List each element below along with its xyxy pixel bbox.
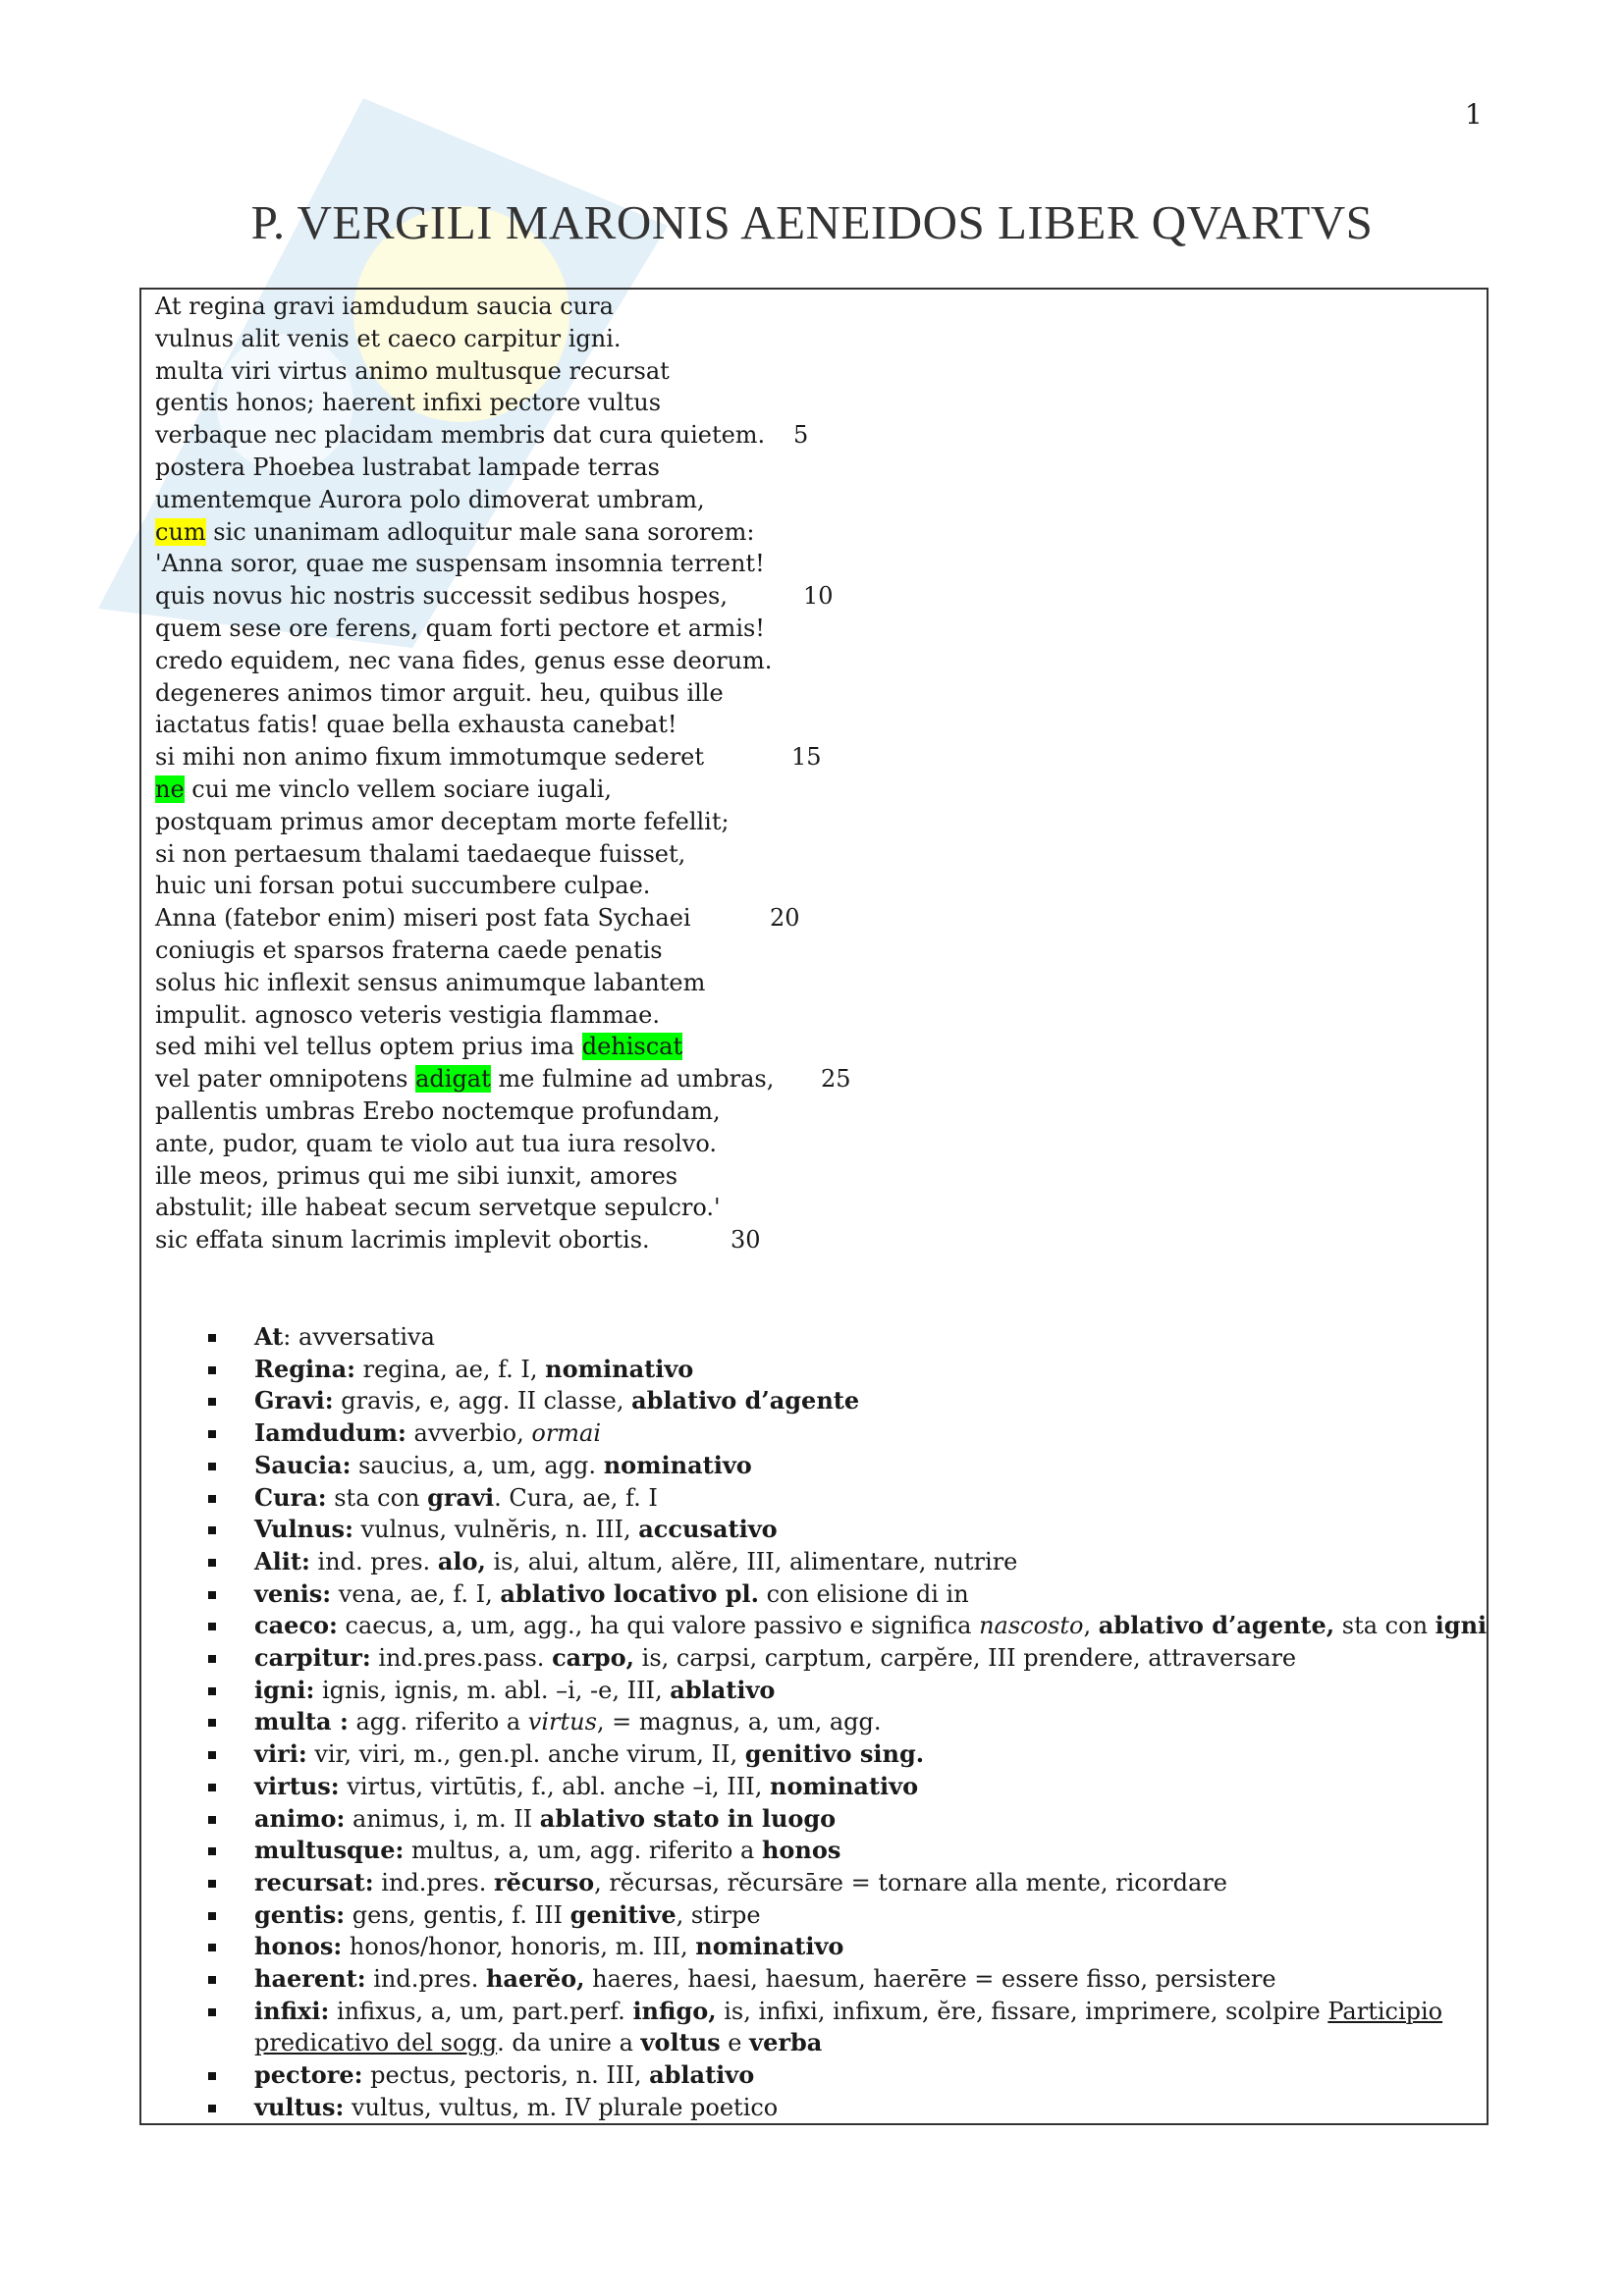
verse-line [155,291,901,323]
note-item [196,1835,1473,1867]
note-text: ind.pres. [365,1965,486,1994]
square-bullet-icon [208,1495,216,1503]
note-term: caeco: [254,1611,338,1640]
notes-list [196,1321,1488,2124]
note-item [196,1482,1473,1515]
note-term: igni: [254,1675,315,1704]
verse-text: postera Phoebea lustrabat lampade terras [155,453,660,481]
note-item [196,1771,1473,1803]
note-term: Saucia: [254,1450,352,1479]
note-text: regina, ae, f. I, [354,1355,546,1383]
verse-line [155,355,901,388]
square-bullet-icon [208,1559,216,1567]
verse-text: solus hic inflexit sensus animumque labantem [155,968,706,996]
note-term: ablativo [649,2060,755,2090]
verse-text: verbaque nec placidam membris dat cura quietem. [155,421,766,450]
note-item [196,1385,1473,1417]
verse-text: sic unanimam adloquitur male sana sororem: [205,517,755,546]
note-item [196,1578,1473,1611]
note-text: gravis, e, agg. II classe, [333,1387,632,1415]
verse-text: ille meos, primus qui me sibi iunxit, amores [155,1161,678,1190]
note-text: : avversativa [283,1323,435,1351]
note-text: animus, i, m. II [345,1804,540,1833]
note-term: recursat: [254,1867,374,1896]
verse-text: ante, pudor, quam te violo aut tua iura resolvo. [155,1129,717,1157]
note-item [196,1803,1473,1836]
note-text: vulnus, vulnĕris, n. III, [352,1516,639,1544]
note-text: pectus, pectoris, n. III, [362,2061,650,2090]
note-text: is, carpsi, carptum, carpĕre, III prendere, attraversare [634,1644,1297,1673]
note-item [196,1899,1473,1932]
note-term: infixi: [254,1996,330,2025]
verse-text: multa viri virtus animo multusque recursat [155,356,670,385]
note-term: Alit: [254,1546,310,1575]
verse-line [155,677,901,710]
note-text: , [1083,1612,1099,1640]
note-term: alo, [437,1546,486,1575]
verse-text: quis novus hic nostris successit sedibus hospes, [155,582,728,611]
note-term: rĕcurso [494,1867,595,1896]
verse-text: sed mihi vel tellus optem prius ima [155,1033,582,1061]
note-term: genitive [569,1899,677,1929]
square-bullet-icon [208,1912,216,1920]
note-text: ind. pres. [309,1547,438,1575]
verse-text: degeneres animos timor arguit. heu, quibus ille [155,678,724,707]
verse-text: credo equidem, nec vana fides, genus esse deorum. [155,646,773,674]
square-bullet-icon [208,1463,216,1470]
note-term: genitivo sing. [744,1739,925,1769]
note-term: multusque: [254,1836,405,1865]
note-item [196,1675,1473,1707]
verse-text: postquam primus amor deceptam morte fefellit; [155,807,730,835]
verse-text: 'Anna soror, quae me suspensam insomnia terrent! [155,550,765,578]
line-number: 10 [803,582,834,611]
note-term: venis: [254,1578,332,1608]
note-term: haerĕo, [485,1964,585,1994]
note-text: saucius, a, um, agg. [351,1451,604,1479]
note-text: ind.pres. [373,1868,495,1896]
square-bullet-icon [208,1816,216,1824]
verse-line [155,516,901,549]
square-bullet-icon [208,1398,216,1406]
note-term: honos [761,1836,841,1865]
note-text: is, infixi, infixum, ĕre, fissare, imprimere, scolpire [716,1997,1328,2025]
verse-text: vel pater omnipotens [155,1065,416,1094]
square-bullet-icon [208,1687,216,1695]
verse-line [155,741,901,774]
verse-line [155,709,901,741]
verse-text: vulnus alit venis et caeco carpitur igni. [155,324,622,352]
note-text: sta con [1334,1612,1435,1640]
square-bullet-icon [208,1591,216,1599]
verse-text: coniugis et sparsos fraterna caede penatis [155,935,663,964]
verse-line [155,387,901,419]
note-term: gravi [427,1482,495,1512]
note-term: ablativo d’agente [631,1386,860,1415]
verse-line [155,967,901,999]
note-term: ablativo locativo pl. [500,1578,759,1608]
square-bullet-icon [208,1976,216,1984]
square-bullet-icon [208,1847,216,1855]
verse-text: Anna (fatebor enim) miseri post fata Sychaei [155,904,691,933]
note-text: sta con [326,1483,428,1512]
note-item [196,1738,1473,1771]
note-text: gens, gentis, f. III [345,1900,570,1929]
note-term: virtus: [254,1771,340,1800]
square-bullet-icon [208,2008,216,2016]
note-term: animo: [254,1803,346,1833]
square-bullet-icon [208,1751,216,1759]
square-bullet-icon [208,1880,216,1888]
verse-line [155,419,901,452]
note-text: avverbio, [406,1419,532,1448]
note-item [196,1963,1473,1996]
note-term: voltus [640,2028,721,2057]
verse-line [155,838,901,871]
note-term: accusativo [638,1515,778,1544]
page-title: P. VERGILI MARONIS AENEIDOS LIBER QVARTVS [250,195,1374,249]
square-bullet-icon [208,1655,216,1663]
verse-text: si non pertaesum thalami taedaeque fuisset, [155,839,686,868]
verse-line [155,1160,901,1193]
note-term: haerent: [254,1964,366,1994]
verse-line [155,870,901,902]
note-item [196,1354,1473,1386]
note-term: Vulnus: [254,1515,353,1544]
square-bullet-icon [208,1526,216,1534]
note-item [196,1996,1472,2059]
verse-text: At regina gravi iamdudum saucia cura [155,293,614,320]
verse-line [155,484,901,516]
square-bullet-icon [208,1430,216,1438]
note-term: Iamdudum: [254,1418,406,1448]
note-term: nominativo [603,1450,752,1479]
note-text: infixus, a, um, part.perf. [329,1997,633,2025]
note-term: carpo, [552,1643,635,1673]
note-text: is, alui, altum, alĕre, III, alimentare, nutrire [485,1547,1018,1575]
square-bullet-icon [208,1623,216,1630]
note-term: nominativo [545,1354,694,1383]
note-text: virtus, virtūtis, f., abl. anche –i, III, [339,1772,770,1800]
verse-line [155,1128,901,1160]
note-text: con elisione di in [758,1579,969,1608]
verse-line [155,934,901,967]
note-text: Participio predicativo del sogg [254,1997,1443,2057]
verse-line [155,999,901,1032]
note-text: e [720,2029,750,2057]
note-text: agg. riferito a [348,1708,528,1736]
note-item [196,1642,1473,1675]
note-text: ormai [531,1419,602,1448]
note-term: multa : [254,1707,349,1736]
verse-line [155,902,901,934]
note-text: . Cura, ae, f. I [494,1483,658,1512]
note-text: multus, a, um, agg. riferito a [404,1837,762,1865]
square-bullet-icon [208,2072,216,2080]
square-bullet-icon [208,1366,216,1374]
verse-line [155,1192,901,1224]
note-term: ablativo d’agente, [1098,1611,1335,1640]
note-item [196,2092,1473,2124]
verse-text: pallentis umbras Erebo noctemque profundam, [155,1096,721,1125]
line-number: 30 [731,1226,761,1255]
verse-line [155,548,901,580]
verse-line [155,1031,901,1063]
verse-text: gentis honos; haerent infixi pectore vultus [155,389,662,417]
note-text: haeres, haesi, haesum, haerēre = essere fisso, persistere [584,1965,1276,1994]
note-text: ind.pres.pass. [370,1644,553,1673]
verse-line [155,1224,901,1256]
verse-line [155,613,901,645]
note-text: , = magnus, a, um, agg. [596,1708,882,1736]
note-term: Gravi: [254,1386,334,1415]
verse-text: huic uni forsan potui succumbere culpae. [155,872,651,900]
note-term: vultus: [254,2092,345,2121]
note-text: virtus [527,1708,597,1736]
verse-text: quem sese ore ferens, quam forti pectore et armis! [155,614,765,642]
verse-text: umentemque Aurora polo dimoverat umbram, [155,485,705,513]
note-term: honos: [254,1932,343,1961]
note-text: vir, viri, m., gen.pl. anche virum, II, [306,1740,745,1769]
square-bullet-icon [208,1784,216,1791]
note-text: , stirpe [676,1900,761,1929]
note-term: nominativo [695,1932,844,1961]
note-item [196,1610,1488,1642]
note-text: ignis, ignis, m. abl. –i, -e, III, [314,1676,671,1704]
verse-text: si mihi non animo fixum immotumque sederet [155,743,705,772]
note-text: nascosto [979,1612,1084,1640]
verse-text: cui me vinclo vellem sociare iugali, [184,774,612,803]
square-bullet-icon [208,1944,216,1951]
note-term: ablativo stato in luogo [539,1803,837,1833]
note-term: pectore: [254,2060,363,2090]
note-text: vena, ae, f. I, [331,1579,501,1608]
note-term: Cura: [254,1482,327,1512]
verse-line [155,580,901,613]
verse-line [155,774,901,806]
note-item [196,1450,1473,1482]
line-number: 20 [770,904,800,933]
square-bullet-icon [208,1334,216,1342]
line-number: 15 [791,743,822,772]
line-number: 5 [793,421,809,450]
verse-line [155,323,901,355]
highlighted-word: ne [155,774,185,803]
note-text: vultus, vultus, m. IV plurale poetico [344,2093,779,2121]
note-term: At [254,1322,284,1351]
note-term: gentis: [254,1899,346,1929]
note-text: . da unire a [497,2029,641,2057]
note-item [196,1514,1473,1546]
verse-line [155,1095,901,1128]
page-number: 1 [1465,98,1483,131]
poem-text [155,291,901,1256]
note-term: nominativo [770,1771,919,1800]
verse-text: sic effata sinum lacrimis implevit obortis. [155,1226,650,1255]
verse-text: iactatus fatis! quae bella exhausta canebat! [155,711,677,739]
note-item [196,1706,1473,1738]
square-bullet-icon [208,1719,216,1727]
verse-line [155,1063,901,1095]
note-item [196,1931,1473,1963]
note-item [196,1321,1473,1354]
verse-line [155,452,901,484]
note-term: carpitur: [254,1643,371,1673]
verse-text: impulit. agnosco veteris vestigia flammae. [155,1000,660,1029]
note-item [196,1546,1473,1578]
square-bullet-icon [208,2105,216,2112]
note-term: verba [749,2028,823,2057]
verse-text: abstulit; ille habeat secum servetque sepulcro.' [155,1194,721,1222]
verse-line [155,645,901,677]
note-item [196,1417,1473,1450]
highlighted-word: cum [155,517,206,546]
note-text: caecus, a, um, agg., ha qui valore passivo e significa [337,1612,980,1640]
note-item [196,2059,1473,2092]
verse-line [155,806,901,838]
note-term: Regina: [254,1354,355,1383]
highlighted-word: dehiscat [581,1033,683,1061]
highlighted-word: adigat [415,1065,491,1094]
note-text: honos/honor, honoris, m. III, [342,1933,696,1961]
note-term: viri: [254,1739,307,1769]
note-term: infigo, [632,1996,717,2025]
note-item [196,1867,1473,1899]
verse-text: me fulmine ad umbras, [490,1065,775,1094]
note-text: , rĕcursas, rĕcursāre = tornare alla mente, ricordare [594,1868,1227,1896]
note-term: igni [1435,1611,1488,1640]
note-term: ablativo [670,1675,776,1704]
line-number: 25 [821,1065,851,1094]
